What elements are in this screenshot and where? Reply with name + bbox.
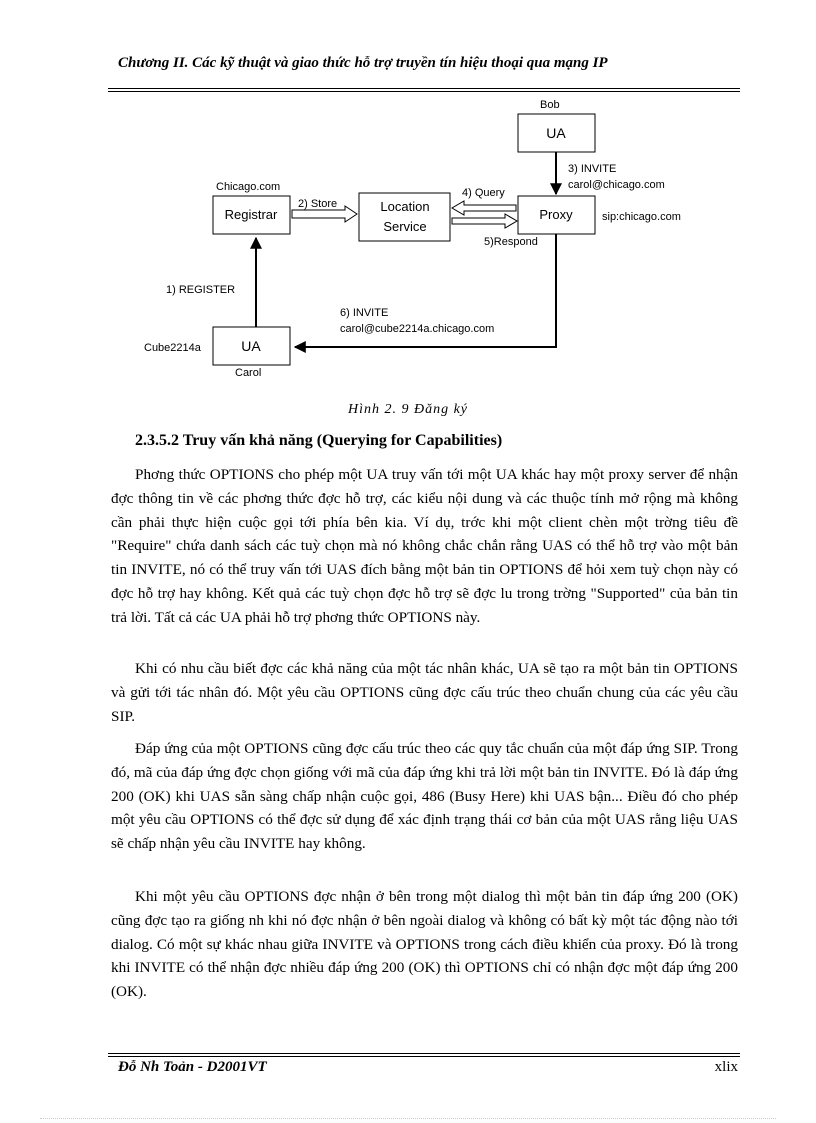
respond-arrow [452, 214, 517, 228]
invite6-label-b: carol@cube2214a.chicago.com [340, 323, 495, 335]
bob-label: Bob [540, 99, 560, 111]
invite6-label-a: 6) INVITE [340, 307, 389, 319]
location-text-a: Location [380, 199, 430, 214]
respond-label: 5)Respond [484, 236, 538, 248]
footer-rule [108, 1053, 740, 1057]
sip-registration-diagram [0, 0, 816, 400]
store-label: 2) Store [298, 198, 338, 210]
invite3-label-b: carol@chicago.com [568, 179, 665, 191]
registrar-text: Registrar [224, 207, 278, 222]
page-number: xlix [714, 1059, 738, 1075]
cube-label: Cube2214a [144, 342, 201, 354]
page-bottom-edge [40, 1118, 776, 1119]
page-header: Chương II. Các kỹ thuật và giao thức hỗ trợ truyền tín hiệu thoại qua mạng IP [118, 55, 608, 71]
query-label: 4) Query [462, 187, 505, 199]
section-title: 2.3.5.2 Truy vấn khả năng (Querying for Capabilities) [135, 432, 503, 449]
paragraph-4: Khi một yêu cầu OPTIONS đợc nhận ở bên trong một dialog thì một bản tin đáp ứng 200 (OK) cũng đợc tạo ra giống nh khi nó đợc nhận ở bên ngoài dialog và không có bất kỳ một tác động nào tới dialog. Có một sự khác nhau giữa INVITE và OPTIONS trong cách điều khiển của proxy. Đó là trong khi INVITE có thể nhận đợc nhiều đáp ứng 200 (OK) thì OPTIONS chỉ có nhận đợc một đáp ứng 200 (OK). [111, 888, 738, 1001]
proxy-text: Proxy [539, 207, 573, 222]
sip-label: sip:chicago.com [602, 211, 681, 223]
ua-bob-text: UA [546, 125, 566, 141]
register-label: 1) REGISTER [166, 284, 236, 296]
paragraph-2: Khi có nhu cầu biết đợc các khả năng của một tác nhân khác, UA sẽ tạo ra một bản tin OPTIONS và gửi tới tác nhân đó. Một yêu cầu OPTIONS cũng đợc cấu trúc theo chuẩn chung của các yêu cầu SIP. [111, 660, 738, 725]
query-arrow [452, 201, 516, 215]
paragraph-3: Đáp ứng của một OPTIONS cũng đợc cấu trúc theo các quy tắc chuẩn của một đáp ứng SIP. Trong đó, mã của đáp ứng đợc chọn giống với mã của đáp ứng khi trả lời một bản tin INVITE. Đó là đáp ứng 200 (OK) khi UAS sẵn sàng chấp nhận cuộc gọi, 486 (Busy Here) khi UAS bận... Điều đó cho phép một yêu cầu OPTIONS có thể đợc sử dụng để xác định trạng thái cơ bản của một UAS rằng liệu UAS sẽ chấp nhận yêu cầu INVITE hay không. [111, 740, 738, 853]
figure-caption: Hình 2. 9 Đăng ký [347, 402, 469, 417]
invite3-label-a: 3) INVITE [568, 163, 617, 175]
paragraph-1: Phơng thức OPTIONS cho phép một UA truy vấn tới một UA khác hay một proxy server để nhận đợc thông tin về các phơng thức đợc hỗ trợ, các kiểu nội dung và các thuộc tính mở rộng mà không cần phải thực hiện cuộc gọi tới phía bên kia. Ví dụ, trớc khi một client chèn một trờng tiêu đề "Require" chứa danh sách các tuỳ chọn mà nó không chắc chắn rằng UAS có thể hỗ trợ vào một bản tin INVITE, nó có thể truy vấn tới UAS đích bằng một bản tin OPTIONS để hỏi xem tuỳ chọn này có đợc hỗ trợ hay không. Kết quả các tuỳ chọn đợc hỗ trợ sẽ đợc lu trong trờng "Supported" của bản tin trả lời. Tất cả các UA phải hỗ trợ phơng thức OPTIONS này. [111, 466, 738, 626]
chicago-label: Chicago.com [216, 181, 281, 193]
ua-carol-text: UA [241, 338, 261, 354]
location-text-b: Service [383, 219, 427, 234]
footer-author: Đỗ Nh Toản - D2001VT [118, 1059, 267, 1075]
carol-label: Carol [235, 367, 262, 379]
